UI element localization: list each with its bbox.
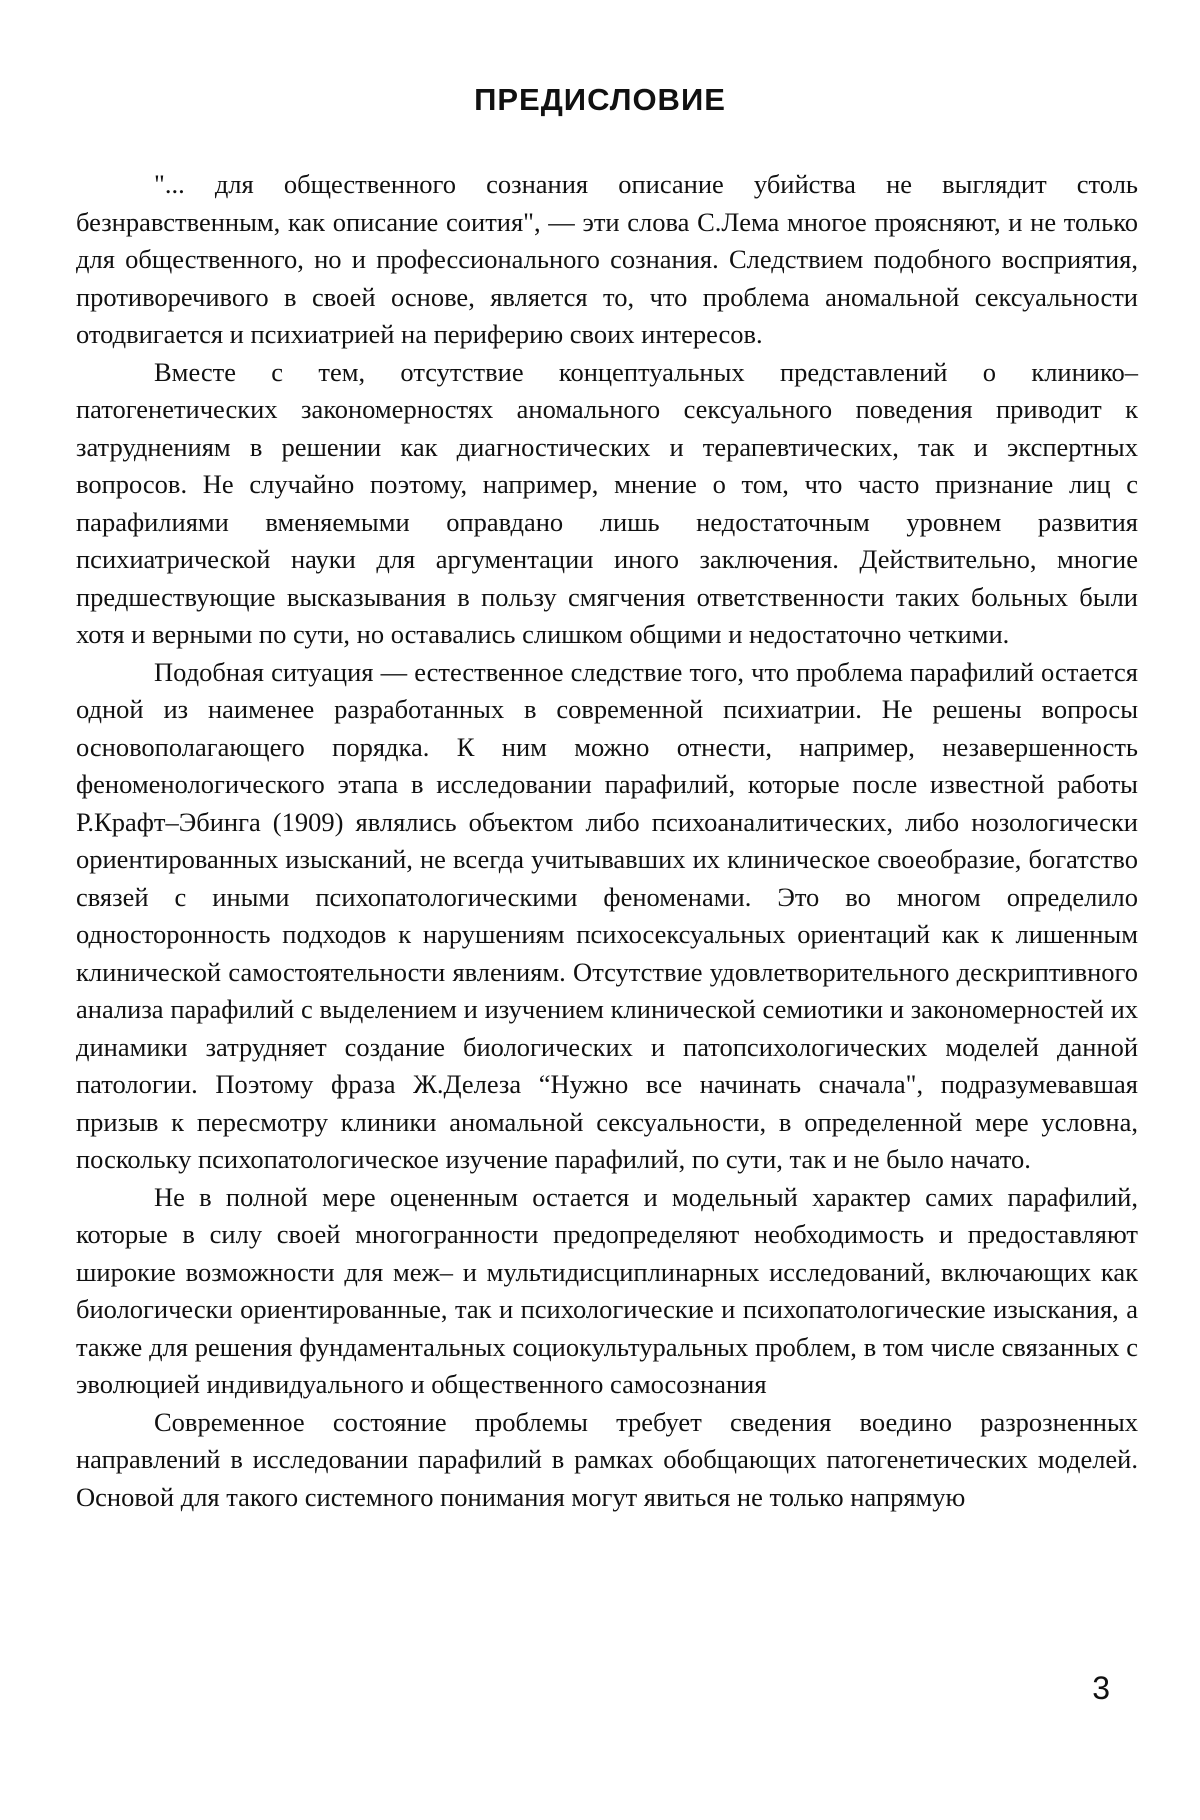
page-number: 3 (1092, 1670, 1110, 1706)
paragraph-2: Вместе с тем, отсутствие концептуальных представлений о клинико–патогенетических закономерностях аномального сексуального поведения приводит к затруднениям в решении как диагностических и терапевтических, так и экспертных вопросов. Не случайно поэтому, например, мнение о том, что часто признание лиц с парафилиями вменяемыми оправдано лишь недостаточным уровнем развития психиатрической науки для аргументации иного заключения. Действительно, многие предшествующие высказывания в пользу смягчения ответственности таких больных были хотя и верными по сути, но оставались слишком общими и недостаточно четкими. (76, 356, 1138, 649)
page-title: ПРЕДИСЛОВИЕ (474, 82, 726, 117)
paragraph-5: Современное состояние проблемы требует сведения воедино разрозненных направлений в исследовании парафилий в рамках обобщающих патогенетических моделей. Основой для такого системного понимания могут явиться не только напрямую (76, 1406, 1138, 1512)
paragraph-1: "... для общественного сознания описание убийства не выглядит столь безнравственным, как описание соития", — эти слова С.Лема многое проясняют, и не только для общественного, но и профессионального сознания. Следствием подобного восприятия, противоречивого в своей основе, является то, что проблема аномальной сексуальности отодвигается и психиатрией на периферию своих интересов. (76, 169, 1138, 349)
body-text (76, 166, 1138, 1516)
paragraph-3: Подобная ситуация — естественное следствие того, что проблема парафилий остается одной из наименее разработанных в современной психиатрии. Не решены вопросы основополагающего порядка. К ним можно отнести, например, незавершенность феноменологического этапа в исследовании парафилий, которые после известной работы Р.Крафт–Эбинга (1909) являлись объектом либо психоаналитических, либо нозологически ориентированных изысканий, не всегда учитывавших их клиническое своеобразие, богатство связей с иными психопатологическими феноменами. Это во многом определило односторонность подходов к нарушениям психосексуальных ориентаций как к лишенным клинической самостоятельности явлениям. Отсутствие удовлетворительного дескриптивного анализа парафилий с выделением и изучением клинической семиотики и закономерностей их динамики затрудняет создание биологических и патопсихологических моделей данной патологии. Поэтому фраза Ж.Делеза “Нужно все начинать сначала", подразумевавшая призыв к пересмотру клиники аномальной сексуальности, в определенной мере условна, поскольку психопатологическое изучение парафилий, по сути, так и не было начато. (76, 656, 1138, 1174)
paragraph-4: Не в полной мере оцененным остается и модельный характер самих парафилий, которые в силу своей многогранности предопределяют необходимость и предоставляют широкие возможности для меж– и мультидисциплинарных исследований, включающих как биологически ориентированные, так и психологические и психопатологические изыскания, а также для решения фундаментальных социокультуральных проблем, в том числе связанных с эволюцией индивидуального и общественного самосознания (76, 1181, 1138, 1399)
